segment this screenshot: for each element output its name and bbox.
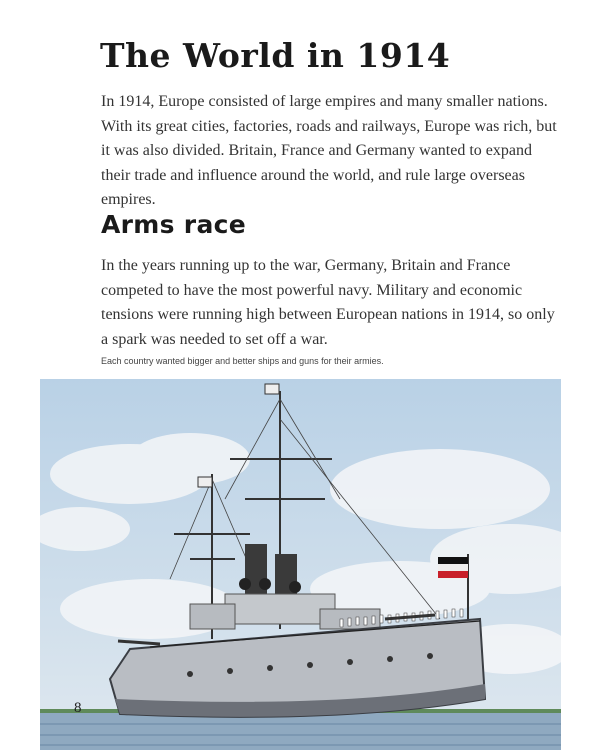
water: [40, 713, 561, 750]
battleship-illustration: [40, 379, 561, 750]
mast-flag-fore: [198, 477, 212, 487]
image-caption: Each country wanted bigger and better ships and guns for their armies.: [101, 356, 384, 366]
mast-flag-main: [265, 384, 279, 394]
arms-race-paragraph: In the years running up to the war, Germany, Britain and France competed to have the most powerful navy. Military and economic tensions were running high between European nations in 1914, so only a spark was needed to set off a war.: [101, 257, 555, 348]
intro-paragraph: In 1914, Europe consisted of large empires and many smaller nations. With its great cities, factories, roads and railways, Europe was rich, but it was also divided. Britain, France and Germany wanted to expand their trade and influence around the world, and rule large overseas empires.: [101, 93, 557, 208]
page-title: The World in 1914: [100, 36, 451, 75]
page-number: 8: [74, 700, 82, 716]
battleship-icon: [40, 379, 561, 750]
section-heading: Arms race: [101, 210, 246, 239]
